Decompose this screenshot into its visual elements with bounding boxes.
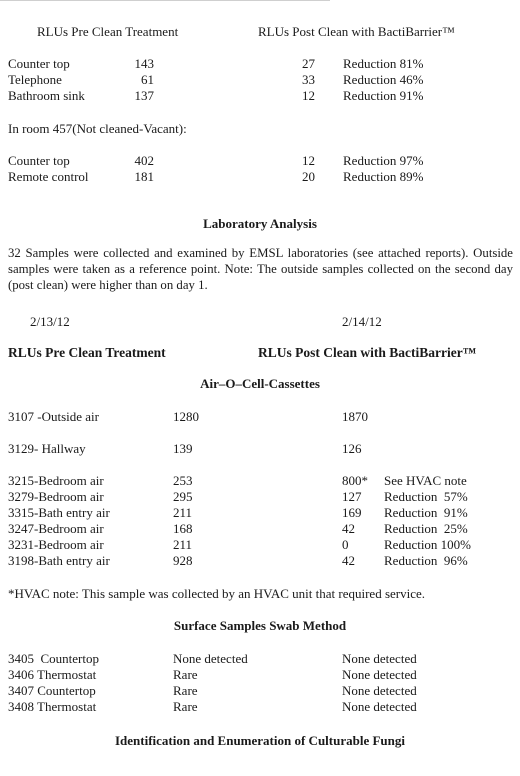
item-label: Telephone: [8, 72, 62, 87]
note-value: See HVAC note: [384, 473, 467, 488]
sample-label: 3405 Countertop: [8, 651, 99, 666]
pre-clean-header-bold: RLUs Pre Clean Treatment: [8, 345, 166, 360]
lab-analysis-paragraph: 32 Samples were collected and examined by EMSL laboratories (see attached reports). Outside samples were taken as a reference point. Note: The outside samples collected on the second day (post clean) were higher than on day 1.: [8, 246, 513, 292]
pre-value: 137: [134, 88, 154, 103]
sample-label: 3129- Hallway: [8, 441, 86, 456]
reduction-value: Reduction 89%: [343, 169, 424, 184]
pre-value: Rare: [173, 667, 198, 682]
reduction-value: Reduction 91%: [343, 88, 424, 103]
pre-value: 928: [173, 553, 193, 568]
date-day2: 2/14/12: [342, 314, 382, 329]
post-clean-header-bold: RLUs Post Clean with BactiBarrier™: [258, 345, 477, 360]
note-value: Reduction 25%: [384, 521, 468, 536]
note-value: Reduction 100%: [384, 537, 472, 552]
note-value: Reduction 57%: [384, 489, 468, 504]
note-value: Reduction 91%: [384, 505, 468, 520]
pre-value: Rare: [173, 699, 198, 714]
post-value: 20: [302, 169, 315, 184]
post-value: 42: [342, 521, 355, 536]
hvac-note: *HVAC note: This sample was collected by an HVAC unit that required service.: [8, 586, 426, 601]
post-clean-header: RLUs Post Clean with BactiBarrier™: [258, 24, 455, 39]
post-value: 127: [342, 489, 362, 504]
pre-value: 253: [173, 473, 193, 488]
pre-value: 61: [141, 72, 154, 87]
post-value: 169: [342, 505, 362, 520]
sample-label: 3408 Thermostat: [8, 699, 97, 714]
pre-value: 143: [134, 56, 154, 71]
post-value: None detected: [342, 667, 417, 682]
sample-label: 3406 Thermostat: [8, 667, 97, 682]
post-value: None detected: [342, 683, 417, 698]
pre-value: 181: [134, 169, 154, 184]
item-label: Bathroom sink: [8, 88, 85, 103]
pre-value: 168: [173, 521, 193, 536]
lab-analysis-heading: Laboratory Analysis: [203, 216, 317, 231]
post-value: None detected: [342, 699, 417, 714]
pre-value: Rare: [173, 683, 198, 698]
sample-label: 3107 -Outside air: [8, 409, 99, 424]
pre-value: 211: [173, 505, 193, 520]
item-label: Counter top: [8, 153, 70, 168]
post-value: 12: [302, 153, 315, 168]
date-day1: 2/13/12: [30, 314, 70, 329]
pre-value: 295: [173, 489, 193, 504]
item-label: Remote control: [8, 169, 89, 184]
post-value: 12: [302, 88, 315, 103]
pre-clean-header: RLUs Pre Clean Treatment: [37, 24, 179, 39]
note-value: Reduction 96%: [384, 553, 468, 568]
reduction-value: Reduction 81%: [343, 56, 424, 71]
post-value: 1870: [342, 409, 368, 424]
post-value: 27: [302, 56, 315, 71]
air-o-cell-heading: Air–O–Cell-Cassettes: [200, 376, 320, 391]
fungi-heading: Identification and Enumeration of Culturable Fungi: [114, 733, 405, 748]
post-value: 800*: [342, 473, 368, 488]
top-rule: [0, 0, 330, 1]
pre-value: 211: [173, 537, 193, 552]
post-value: 33: [302, 72, 315, 87]
reduction-value: Reduction 46%: [343, 72, 424, 87]
sample-label: 3247-Bedroom air: [8, 521, 104, 536]
swab-heading: Surface Samples Swab Method: [173, 618, 347, 633]
sample-label: 3231-Bedroom air: [8, 537, 104, 552]
post-value: 42: [342, 553, 355, 568]
sample-label: 3279-Bedroom air: [8, 489, 104, 504]
item-label: Counter top: [8, 56, 70, 71]
pre-value: 402: [134, 153, 154, 168]
sample-label: 3215-Bedroom air: [8, 473, 104, 488]
post-value: 0: [342, 537, 349, 552]
room-label: In room 457(Not cleaned-Vacant):: [8, 121, 187, 136]
post-value: None detected: [342, 651, 417, 666]
pre-value: 139: [173, 441, 193, 456]
pre-value: None detected: [173, 651, 248, 666]
sample-label: 3198-Bath entry air: [8, 553, 110, 568]
sample-label: 3315-Bath entry air: [8, 505, 110, 520]
reduction-value: Reduction 97%: [343, 153, 424, 168]
pre-value: 1280: [173, 409, 199, 424]
sample-label: 3407 Countertop: [8, 683, 96, 698]
post-value: 126: [342, 441, 362, 456]
